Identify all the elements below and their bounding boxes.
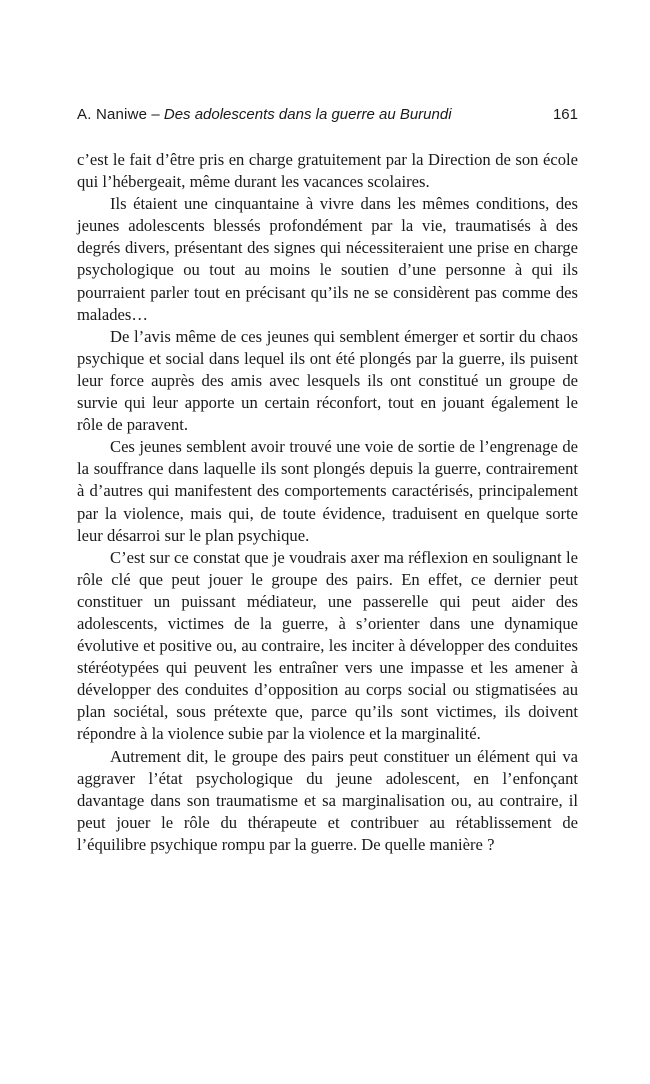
header-title: Des adolescents dans la guerre au Burundi xyxy=(163,106,452,123)
running-header xyxy=(77,104,578,126)
body-text xyxy=(77,149,578,856)
paragraph: Ces jeunes semblent avoir trouvé une voie de sortie de l’engrenage de la souffrance dans laquelle ils sont plongés depuis la guerre, contrairement à d’autres qui manifestent des comportements caractérisés, principalement par la violence, mais qui, de toute évidence, traduisent en quelque sorte leur désarroi sur le plan psychique. xyxy=(77,437,578,545)
header-author: A. Naniwe xyxy=(77,106,148,123)
paragraph: C’est sur ce constat que je voudrais axer ma réflexion en soulignant le rôle clé que peut jouer le groupe des pairs. En effet, ce dernier peut constituer un puissant médiateur, une passerelle qui peut aider des adolescents, victimes de la guerre, à s’orienter dans une dynamique évolutive et positive ou, au contraire, les inciter à développer des conduites stéréotypées qui peuvent les entraîner vers une impasse et les amener à développer des conduites d’opposition au corps social ou stigmatisées au plan sociétal, sous prétexte que, parce qu’ils sont victimes, ils doivent répondre à la violence subie par la violence et la marginalité. xyxy=(77,547,578,744)
header-separator: – xyxy=(147,106,164,123)
paragraph: Ils étaient une cinquantaine à vivre dans les mêmes conditions, des jeunes adolescents blessés profondément par la vie, traumatisés à des degrés divers, présentant des signes qui nécessiteraient une prise en charge psychologique ou tout au moins le soutien d’une personne à qui ils pourraient parler tout en précisant qu’ils ne se considèrent pas comme des malades… xyxy=(77,194,578,324)
paragraph-continued: c’est le fait d’être pris en charge gratuitement par la Direction de son école qui l’hébergeait, même durant les vacances scolaires. xyxy=(77,150,578,192)
page-number: 161 xyxy=(552,106,578,123)
paragraph: De l’avis même de ces jeunes qui semblent émerger et sortir du chaos psychique et social dans lequel ils ont été plongés par la guerre, ils puisent leur force auprès des amis avec lesquels ils ont constitué un groupe de survie qui leur apporte un certain réconfort, tout en jouant également le rôle de paravent. xyxy=(77,326,578,435)
paragraph: Autrement dit, le groupe des pairs peut constituer un élément qui va aggraver l’état psychologique du jeune adolescent, en l’enfonçant davantage dans son traumatisme et sa marginalisation ou, au contraire, il peut jouer le rôle du thérapeute et contribuer au rétablissement de l’équilibre psychique rompu par la guerre. De quelle manière ? xyxy=(77,746,578,854)
